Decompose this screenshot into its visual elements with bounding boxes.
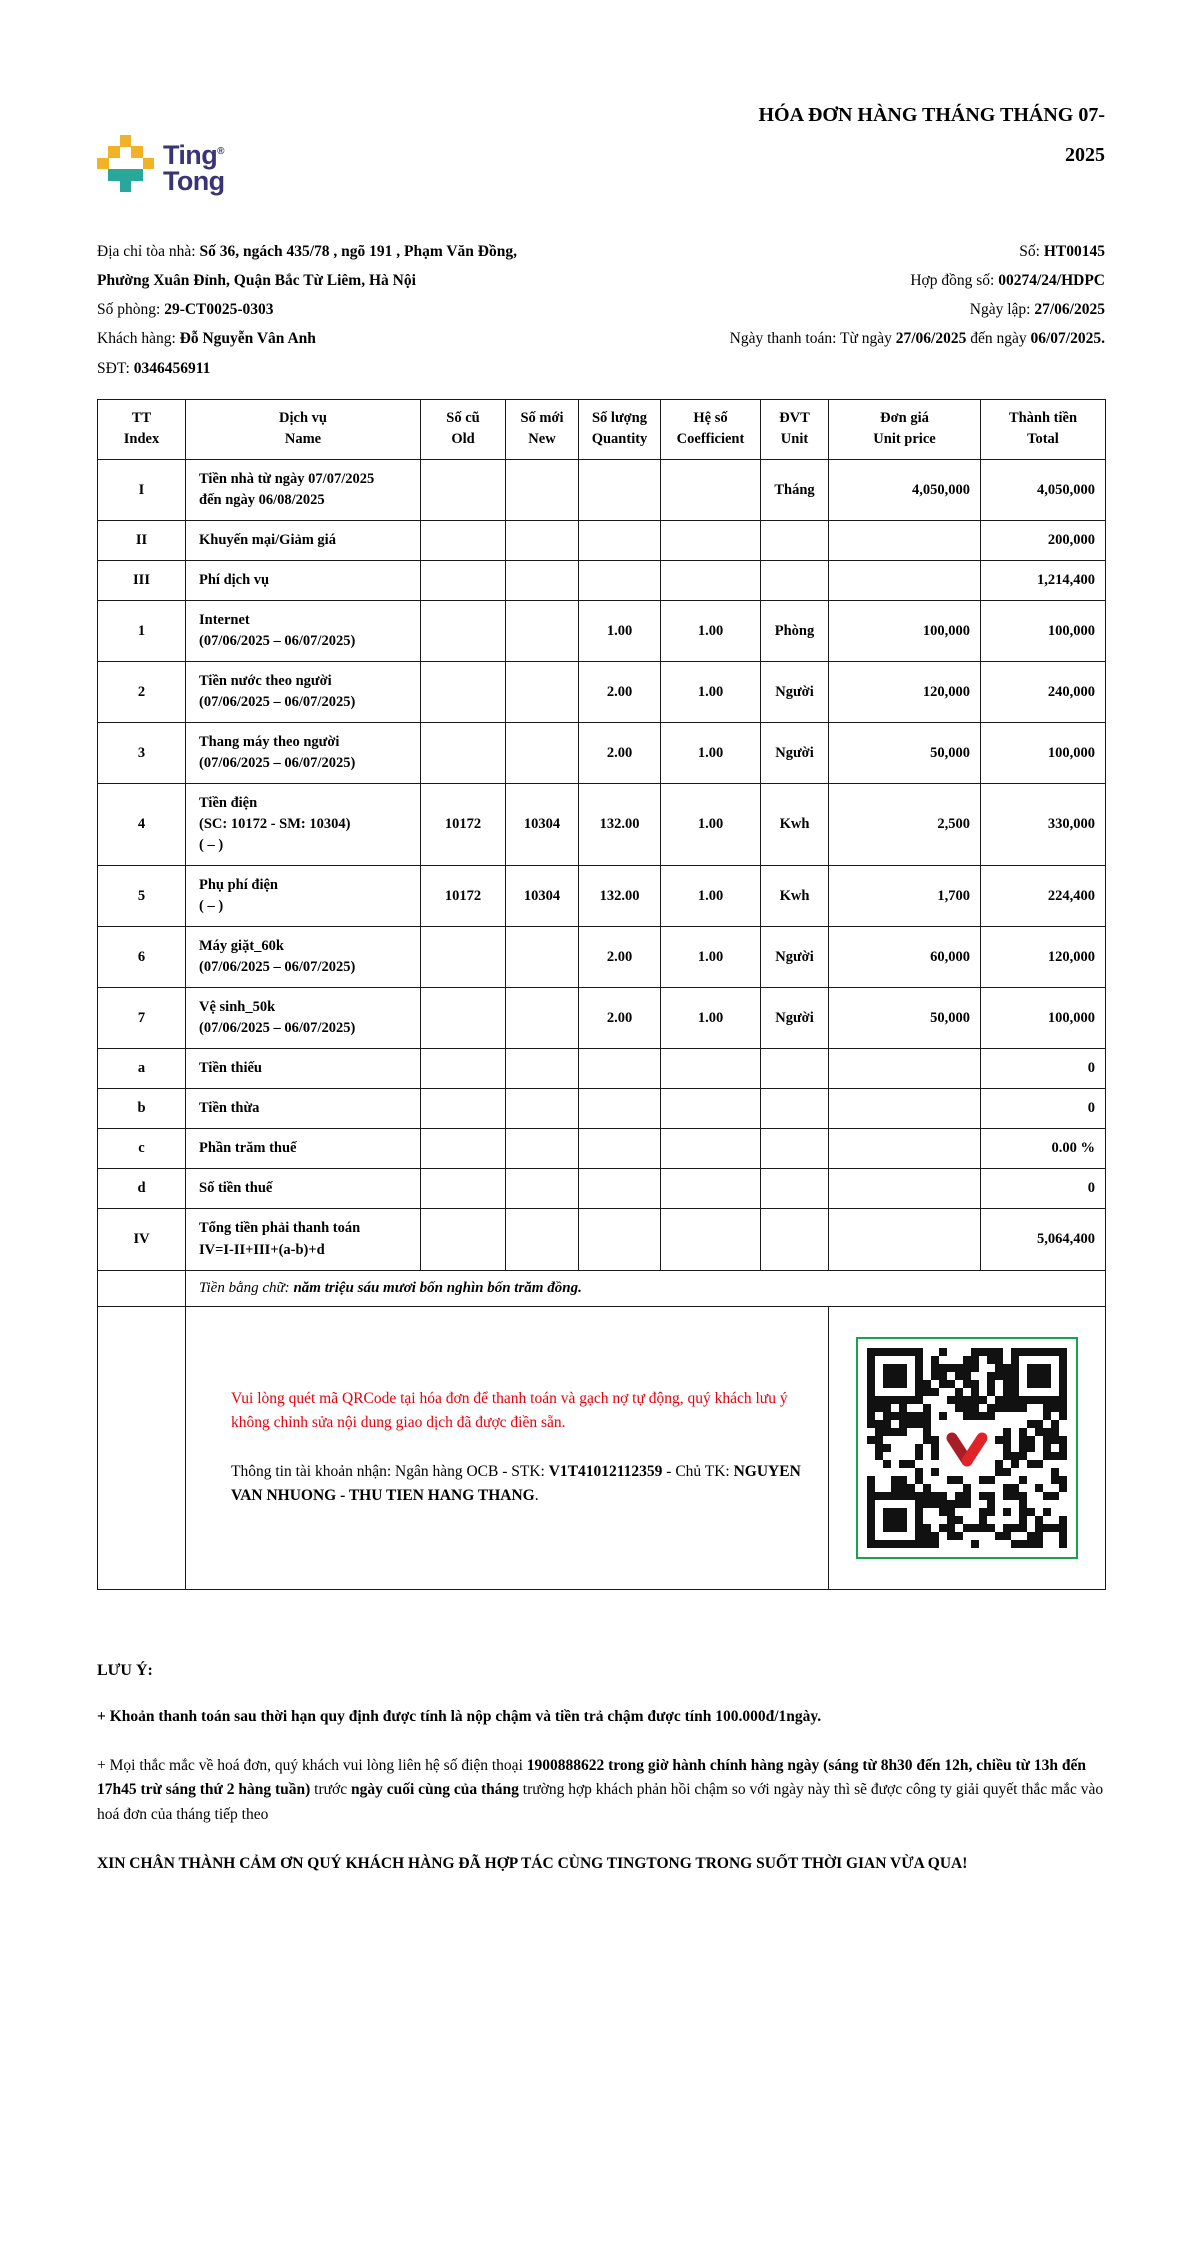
logo-pixel [108, 169, 120, 181]
cell-unit [761, 1169, 829, 1209]
table-row [98, 784, 1106, 866]
amount-in-words-row [98, 1270, 1106, 1306]
qr-code-svg [867, 1348, 1067, 1548]
logo-pixel [120, 135, 132, 147]
cell-unit-price: 1,700 [829, 866, 981, 927]
text-segment: Địa chỉ tòa nhà: [97, 243, 200, 260]
header-row [98, 399, 1106, 460]
cell-index: 6 [98, 927, 186, 988]
col-header-vi: TT [131, 409, 152, 426]
cell-name [186, 1129, 421, 1169]
logo-pixel [131, 169, 143, 181]
name-line: (07/06/2025 – 06/07/2025) [199, 755, 356, 772]
cell-unit: Người [761, 988, 829, 1049]
invoice-table-foot [98, 1270, 1106, 1589]
cell-index: a [98, 1049, 186, 1089]
info-right [613, 237, 1105, 383]
amount-in-words-index-cell [98, 1270, 186, 1306]
cell-total: 0 [981, 1169, 1106, 1209]
text-segment: 1900888622 trong giờ hành chính hàng ngày (sáng từ 8h30 đến 12h, chiều từ 13h đến 17h45 trừ sáng thứ 2 hàng tuần) [97, 1757, 1086, 1799]
customer-phone [97, 354, 613, 383]
col-header-6 [761, 399, 829, 460]
col-header-vi: Thành tiền [1008, 409, 1078, 426]
text-segment: + Mọi thắc mắc về hoá đơn, quý khách vui lòng liên hệ số điện thoại [97, 1757, 527, 1774]
name-line: Tiền nhà từ ngày 07/07/2025 [199, 471, 375, 488]
text-segment: 29-CT0025-0303 [164, 301, 274, 319]
cell-name [186, 662, 421, 723]
col-header-7 [829, 399, 981, 460]
name-line: đến ngày 06/08/2025 [199, 492, 325, 509]
cell-quantity: 2.00 [579, 662, 661, 723]
cell-coefficient: 1.00 [661, 662, 761, 723]
tingtong-wordmark [163, 140, 225, 197]
col-header-en: Total [1027, 431, 1059, 448]
name-line: (07/06/2025 – 06/07/2025) [199, 633, 356, 650]
col-header-en: Quantity [591, 431, 648, 448]
invoice-title-line1: HÓA ĐƠN HÀNG THÁNG THÁNG 07- [758, 104, 1105, 126]
col-header-4 [579, 399, 661, 460]
cell-index: II [98, 521, 186, 561]
col-header-en: New [528, 431, 556, 448]
cell-quantity [579, 1209, 661, 1270]
cell-old [421, 662, 506, 723]
cell-quantity: 2.00 [579, 988, 661, 1049]
text-segment: năm triệu sáu mươi bốn nghìn bốn trăm đồng. [293, 1279, 582, 1296]
cell-unit: Kwh [761, 866, 829, 927]
header [97, 95, 1105, 237]
text-segment: XIN CHÂN THÀNH CẢM ƠN QUÝ KHÁCH HÀNG ĐÃ HỢP TÁC CÙNG TINGTONG TRONG SUỐT THỜI GIAN VỪA QUA! [97, 1855, 968, 1873]
cell-total: 224,400 [981, 866, 1106, 927]
cell-old [421, 1169, 506, 1209]
text-segment: Khách hàng: [97, 330, 180, 348]
cell-unit [761, 1049, 829, 1089]
table-row [98, 460, 1106, 521]
text-segment: ngày cuối cùng của tháng [350, 1781, 519, 1799]
cell-new [506, 1049, 579, 1089]
cell-total: 0.00 % [981, 1129, 1106, 1169]
cell-name [186, 988, 421, 1049]
cell-quantity: 132.00 [579, 784, 661, 866]
amount-in-words-cell [186, 1270, 1106, 1306]
tingtong-icon [97, 135, 154, 192]
cell-name [186, 1049, 421, 1089]
name-line: IV=I-II+III+(a-b)+d [199, 1241, 325, 1258]
text-segment: đến ngày [966, 330, 1031, 348]
cell-old [421, 1049, 506, 1089]
contract-number [613, 266, 1105, 295]
logo-pixel [131, 146, 143, 158]
name-line: ( – ) [199, 837, 224, 854]
cell-unit-price [829, 1209, 981, 1270]
cell-name [186, 561, 421, 601]
thank-you-note [97, 1852, 1105, 1876]
cell-unit: Người [761, 723, 829, 784]
qr-row [98, 1306, 1106, 1589]
cell-index: 5 [98, 866, 186, 927]
cell-total: 100,000 [981, 723, 1106, 784]
cell-unit-price: 60,000 [829, 927, 981, 988]
cell-index: III [98, 561, 186, 601]
cell-quantity: 2.00 [579, 927, 661, 988]
info-left [97, 237, 613, 383]
cell-unit-price [829, 521, 981, 561]
text-segment: + Khoản thanh toán sau thời hạn quy định được tính là nộp chậm và tiền trả chậm được tính 100.000đ/1ngày. [97, 1707, 822, 1725]
text-segment: 00274/24/HDPC [998, 272, 1105, 290]
col-header-vi: Dịch vụ [279, 409, 327, 426]
col-header-vi: Hệ số [693, 409, 728, 426]
cell-index: d [98, 1169, 186, 1209]
table-row [98, 1049, 1106, 1089]
cell-unit-price [829, 1049, 981, 1089]
wordmark-line2 [163, 166, 225, 197]
cell-coefficient: 1.00 [661, 723, 761, 784]
text-segment: SĐT: [97, 359, 134, 377]
cell-unit [761, 1209, 829, 1270]
cell-coefficient [661, 1089, 761, 1129]
col-header-en: Unit price [873, 431, 936, 448]
cell-old: 10172 [421, 784, 506, 866]
cell-old [421, 1209, 506, 1270]
cell-name [186, 601, 421, 662]
cell-index: 2 [98, 662, 186, 723]
cell-quantity: 132.00 [579, 866, 661, 927]
cell-new [506, 988, 579, 1049]
cell-total: 4,050,000 [981, 460, 1106, 521]
qr-row-index-cell [98, 1306, 186, 1589]
cell-unit-price: 100,000 [829, 601, 981, 662]
cell-unit [761, 1089, 829, 1129]
logo-pixel [108, 146, 120, 158]
name-line: Phần trăm thuế [199, 1140, 297, 1157]
invoice-title [635, 95, 1105, 175]
table-row [98, 561, 1106, 601]
table-row [98, 1209, 1106, 1270]
cell-old [421, 561, 506, 601]
logo-pixel [120, 169, 132, 181]
logo-pixel [143, 158, 155, 170]
table-row [98, 927, 1106, 988]
logo-pixel [97, 158, 109, 170]
col-header-vi: ĐVT [779, 409, 810, 426]
name-line: Tiền nước theo người [199, 673, 332, 690]
cell-coefficient: 1.00 [661, 784, 761, 866]
col-header-en: Name [284, 431, 322, 448]
cell-quantity [579, 1169, 661, 1209]
cell-name [186, 1169, 421, 1209]
text-segment: 27/06/2025 [895, 330, 967, 348]
text-segment: . [534, 1486, 539, 1504]
bank-account-info [231, 1460, 816, 1508]
name-line: ( – ) [199, 898, 224, 915]
cell-unit: Kwh [761, 784, 829, 866]
qr-cell [829, 1306, 1106, 1589]
table-row [98, 662, 1106, 723]
cell-unit-price [829, 1089, 981, 1129]
cell-unit-price [829, 1169, 981, 1209]
table-row [98, 988, 1106, 1049]
text-segment: 27/06/2025 [1034, 301, 1105, 319]
footer-notes [97, 1662, 1105, 1877]
cell-old [421, 988, 506, 1049]
invoice-table [97, 399, 1106, 1590]
table-row [98, 601, 1106, 662]
name-line: Phí dịch vụ [199, 572, 270, 589]
col-header-0 [98, 399, 186, 460]
col-header-2 [421, 399, 506, 460]
cell-index: 7 [98, 988, 186, 1049]
invoice-number [613, 237, 1105, 266]
cell-quantity [579, 1089, 661, 1129]
cell-unit-price [829, 561, 981, 601]
name-line: (SC: 10172 - SM: 10304) [199, 816, 351, 833]
cell-coefficient: 1.00 [661, 988, 761, 1049]
text-segment: Đỗ Nguyễn Vân Anh [179, 330, 316, 348]
cell-new [506, 521, 579, 561]
cell-new [506, 1169, 579, 1209]
text-segment: Ngày thanh toán: Từ ngày [729, 330, 896, 348]
cell-unit: Người [761, 662, 829, 723]
cell-name [186, 521, 421, 561]
col-header-en: Coefficient [676, 431, 745, 448]
text-segment: Ngày lập: [969, 301, 1035, 319]
name-line: Khuyến mại/Giảm giá [199, 532, 336, 549]
text-segment: Hợp đồng số: [910, 272, 999, 290]
cell-new [506, 601, 579, 662]
text-segment: 06/07/2025. [1030, 330, 1105, 348]
issue-date [613, 295, 1105, 324]
cell-index: 3 [98, 723, 186, 784]
col-header-1 [186, 399, 421, 460]
cell-new [506, 1129, 579, 1169]
cell-new: 10304 [506, 784, 579, 866]
brand-text-1: Ting [163, 140, 218, 170]
invoice-table-head [98, 399, 1106, 460]
cell-coefficient [661, 561, 761, 601]
col-header-3 [506, 399, 579, 460]
table-row [98, 866, 1106, 927]
qr-warning-text: Vui lòng quét mã QRCode tại hóa đơn để thanh toán và gạch nợ tự động, quý khách lưu ý không chỉnh sửa nội dung giao dịch đã được điền sẵn. [231, 1390, 788, 1431]
cell-quantity [579, 1129, 661, 1169]
table-row [98, 723, 1106, 784]
col-header-5 [661, 399, 761, 460]
name-line: Số tiền thuế [199, 1180, 273, 1197]
name-line: Tiền thừa [199, 1100, 260, 1117]
cell-old [421, 1089, 506, 1129]
table-row [98, 1089, 1106, 1129]
text-segment: NGUYEN VAN NHUONG - THU TIEN HANG THANG [231, 1462, 801, 1504]
cell-name [186, 927, 421, 988]
cell-unit-price: 50,000 [829, 723, 981, 784]
name-line: (07/06/2025 – 06/07/2025) [199, 1020, 356, 1037]
table-row [98, 521, 1106, 561]
registered-mark: ® [217, 146, 224, 157]
customer-name [97, 324, 613, 353]
cell-total: 0 [981, 1049, 1106, 1089]
cell-total: 240,000 [981, 662, 1106, 723]
col-header-vi: Đơn giá [880, 409, 929, 426]
cell-quantity [579, 1049, 661, 1089]
cell-coefficient [661, 1209, 761, 1270]
cell-unit: Tháng [761, 460, 829, 521]
cell-quantity [579, 460, 661, 521]
cell-index: b [98, 1089, 186, 1129]
cell-coefficient: 1.00 [661, 601, 761, 662]
cell-unit [761, 561, 829, 601]
table-row [98, 1129, 1106, 1169]
cell-old [421, 601, 506, 662]
cell-name [186, 1209, 421, 1270]
text-segment: Thông tin tài khoản nhận: Ngân hàng OCB - STK: [231, 1462, 549, 1480]
cell-coefficient [661, 460, 761, 521]
cell-name [186, 460, 421, 521]
cell-coefficient: 1.00 [661, 927, 761, 988]
text-segment: Số phòng: [97, 301, 165, 319]
name-line: Phụ phí điện [199, 877, 278, 894]
notes-heading: LƯU Ý: [97, 1661, 153, 1679]
name-line: Tổng tiền phải thanh toán [199, 1220, 361, 1237]
name-line: Thang máy theo người [199, 734, 340, 751]
cell-coefficient [661, 1169, 761, 1209]
text-segment: V1T41012112359 [548, 1462, 663, 1480]
cell-total: 1,214,400 [981, 561, 1106, 601]
col-header-en: Index [123, 431, 160, 448]
col-header-vi: Số cũ [446, 409, 480, 426]
text-segment: - Chủ TK: [662, 1462, 734, 1480]
logo-pixel [120, 181, 132, 193]
cell-unit-price: 2,500 [829, 784, 981, 866]
name-line: Tiền điện [199, 795, 258, 812]
invoice-title-line2: 2025 [1065, 144, 1105, 166]
building-address-line2 [97, 266, 613, 295]
text-segment: Số: [1019, 243, 1044, 260]
cell-new [506, 561, 579, 601]
cell-total: 200,000 [981, 521, 1106, 561]
text-segment: Số 36, ngách 435/78 , ngõ 191 , Phạm Văn Đồng, [199, 243, 517, 260]
invoice-info [97, 237, 1105, 383]
cell-unit-price [829, 1129, 981, 1169]
cell-total: 120,000 [981, 927, 1106, 988]
cell-unit [761, 521, 829, 561]
col-header-vi: Số mới [520, 409, 564, 426]
col-header-en: Old [451, 431, 475, 448]
cell-index: 4 [98, 784, 186, 866]
cell-index: I [98, 460, 186, 521]
cell-total: 5,064,400 [981, 1209, 1106, 1270]
building-address-line1 [97, 237, 613, 266]
late-payment-note [97, 1705, 1105, 1729]
cell-old [421, 723, 506, 784]
cell-coefficient [661, 521, 761, 561]
tingtong-logo [97, 135, 225, 197]
cell-quantity [579, 561, 661, 601]
cell-coefficient [661, 1049, 761, 1089]
cell-total: 0 [981, 1089, 1106, 1129]
cell-old [421, 927, 506, 988]
cell-total: 100,000 [981, 988, 1106, 1049]
cell-old [421, 460, 506, 521]
text-segment: trước [310, 1781, 351, 1799]
cell-coefficient: 1.00 [661, 866, 761, 927]
cell-name [186, 723, 421, 784]
cell-index: c [98, 1129, 186, 1169]
cell-name [186, 866, 421, 927]
text-segment: trường hợp khách phản hồi chậm so với ngày này thì sẽ được công ty giải quyết thắc mắc vào hoá đơn của tháng tiếp theo [97, 1781, 1104, 1823]
col-header-en: Unit [780, 431, 809, 448]
cell-quantity: 2.00 [579, 723, 661, 784]
cell-new [506, 723, 579, 784]
cell-unit-price: 120,000 [829, 662, 981, 723]
cell-new [506, 460, 579, 521]
cell-quantity [579, 521, 661, 561]
hotline-note [97, 1754, 1105, 1827]
cell-old [421, 1129, 506, 1169]
cell-old: 10172 [421, 866, 506, 927]
text-segment: Phường Xuân Đỉnh, Quận Bắc Từ Liêm, Hà Nội [97, 272, 416, 290]
payment-date-range [613, 324, 1105, 353]
text-segment: HT00145 [1043, 243, 1105, 260]
name-line: Internet [199, 612, 250, 629]
text-segment: 0346456911 [133, 359, 211, 377]
cell-index: IV [98, 1209, 186, 1270]
cell-name [186, 784, 421, 866]
text-segment: Tiền bằng chữ: [199, 1279, 294, 1296]
cell-name [186, 1089, 421, 1129]
wordmark-line1 [163, 142, 225, 168]
invoice-table-body [98, 460, 1106, 1270]
name-line: (07/06/2025 – 06/07/2025) [199, 959, 356, 976]
room-number [97, 295, 613, 324]
name-line: (07/06/2025 – 06/07/2025) [199, 694, 356, 711]
cell-new [506, 1089, 579, 1129]
cell-total: 100,000 [981, 601, 1106, 662]
cell-quantity: 1.00 [579, 601, 661, 662]
cell-unit: Người [761, 927, 829, 988]
name-line: Máy giặt_60k [199, 938, 284, 955]
payment-instructions-cell [186, 1306, 829, 1589]
table-row [98, 1169, 1106, 1209]
name-line: Vệ sinh_50k [199, 999, 276, 1016]
cell-unit-price: 50,000 [829, 988, 981, 1049]
cell-new: 10304 [506, 866, 579, 927]
cell-index: 1 [98, 601, 186, 662]
cell-new [506, 1209, 579, 1270]
cell-old [421, 521, 506, 561]
cell-unit [761, 1129, 829, 1169]
cell-unit: Phòng [761, 601, 829, 662]
cell-coefficient [661, 1129, 761, 1169]
brand-text-2: Tong [163, 166, 225, 197]
cell-unit-price: 4,050,000 [829, 460, 981, 521]
qr-code [856, 1337, 1078, 1559]
cell-new [506, 927, 579, 988]
cell-total: 330,000 [981, 784, 1106, 866]
col-header-8 [981, 399, 1106, 460]
name-line: Tiền thiếu [199, 1060, 262, 1077]
cell-new [506, 662, 579, 723]
col-header-vi: Số lượng [591, 409, 647, 426]
